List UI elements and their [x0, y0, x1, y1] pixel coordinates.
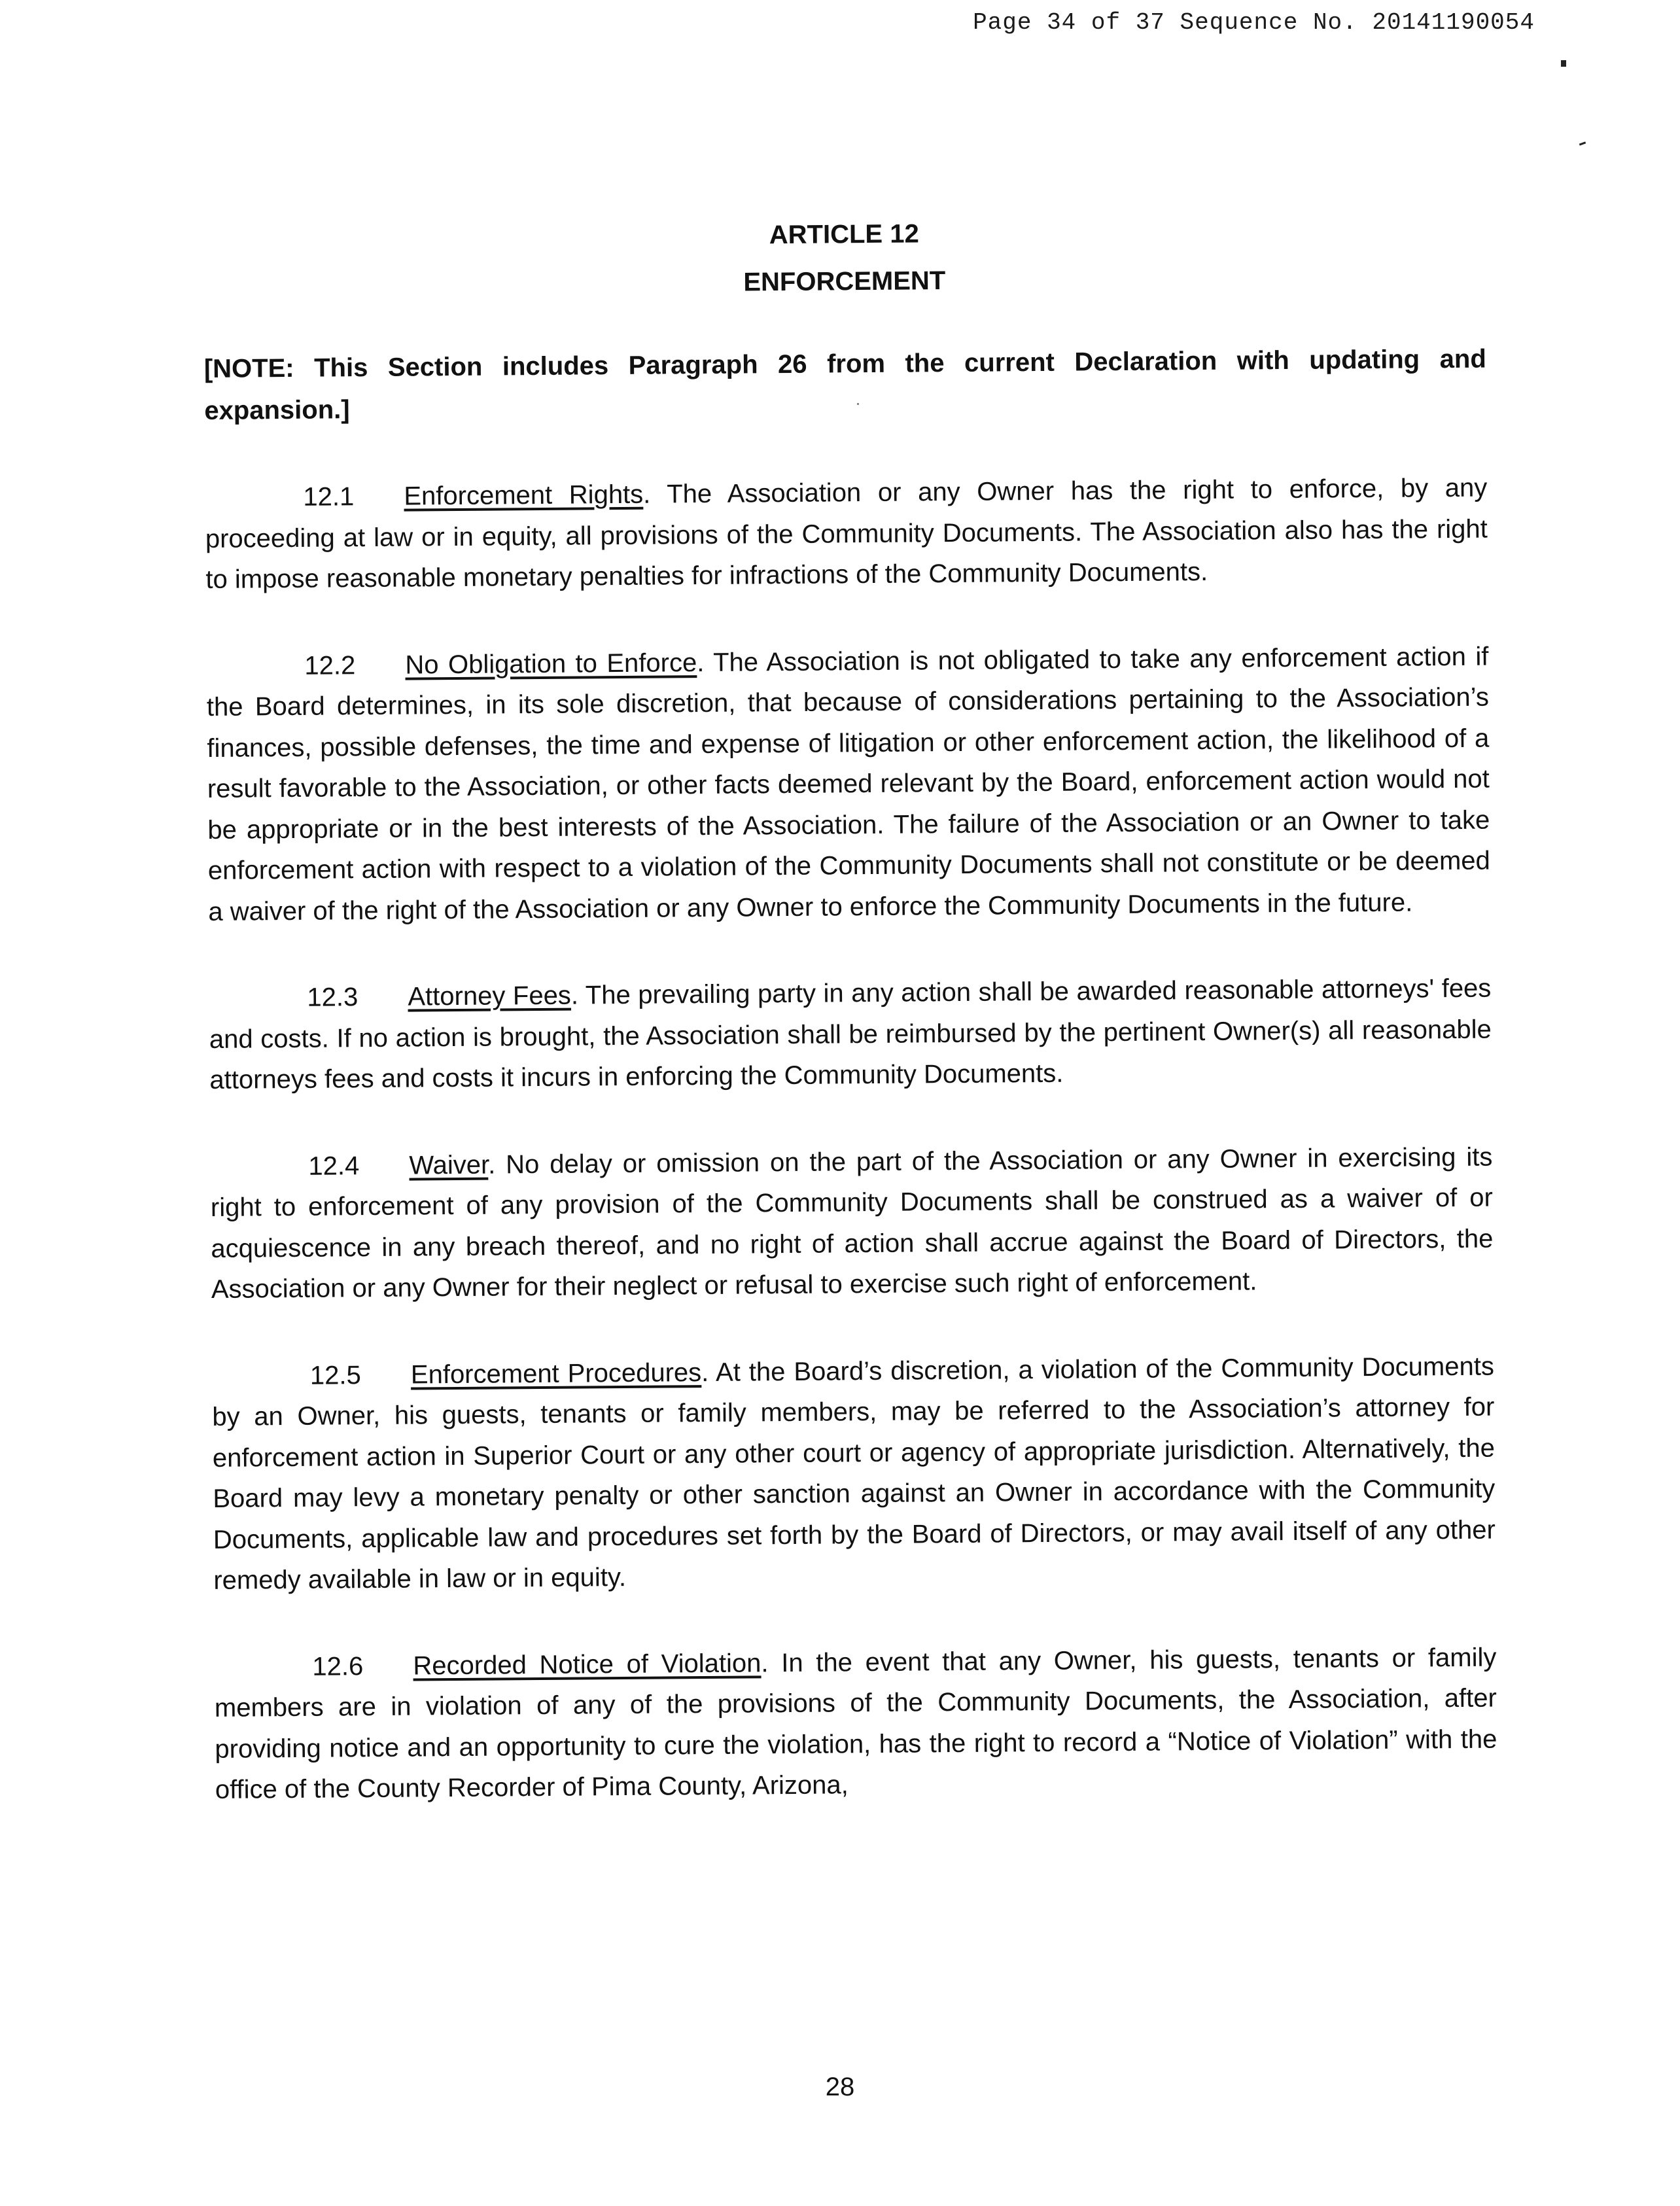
- section-number: 12.1: [303, 482, 355, 512]
- section-number: 12.3: [307, 983, 359, 1012]
- article-title: ARTICLE 12: [769, 219, 919, 250]
- section-12-4: [210, 1136, 1494, 1310]
- section-number: 12.6: [312, 1651, 364, 1681]
- page-body: [203, 206, 1498, 1857]
- section-12-3: [209, 968, 1492, 1101]
- editor-note: [NOTE: This Section includes Paragraph 26 from the current Declaration with updating and expansion.]: [203, 344, 1486, 425]
- section-number: 12.5: [309, 1360, 361, 1390]
- section-body: . No delay or omission on the part of the Association or any Owner in exercising its right to enforcement of any provision of the Community Documents shall be construed as a waiver of or acquiescence in any breach thereof, and no right of action shall accrue against the Board of Directors, the Association or any Owner for their neglect or refusal to exercise such right of enforcement.: [210, 1142, 1494, 1304]
- section-body: . The Association is not obligated to take any enforcement action if the Board determines, in its sole discretion, that because of considerations pertaining to the Association’s finances, possible defenses, the time and expense of litigation or other enforcement action, the likelihood of a result favorable to the Association, or other facts deemed relevant by the Board, enforcement action would not be appropriate or in the best interests of the Association. The failure of the Association or an Owner to take enforcement action with respect to a violation of the Community Documents shall not constitute or be deemed a waiver of the right of the Association or any Owner to enforce the Community Documents in the future.: [206, 642, 1490, 926]
- section-heading: Waiver: [409, 1150, 489, 1180]
- section-heading: Enforcement Procedures: [410, 1357, 702, 1390]
- section-heading: Enforcement Rights: [404, 480, 644, 511]
- section-heading: No Obligation to Enforce: [405, 648, 697, 680]
- section-12-1: [205, 468, 1488, 601]
- section-body: . At the Board’s discretion, a violation of the Community Documents by an Owner, his guests, tenants or family members, may be referred to the Association’s attorney for enforcement action in Superior Court or any other court or agency of appropriate jurisdiction. Alternatively, the Board may levy a monetary penalty or other sanction against an Owner in accordance with the Community Documents, applicable law and procedures set forth by the Board of Directors, or may avail itself of any other remedy available in law or in equity.: [212, 1352, 1496, 1595]
- section-heading: Recorded Notice of Violation: [413, 1648, 761, 1681]
- section-number: 12.4: [308, 1151, 360, 1181]
- section-body: . The prevailing party in any action shall be awarded reasonable attorneys' fees and costs. If no action is brought, the Association shall be reimbursed by the pertinent Owner(s) all reasonable attorneys fees and costs it incurs in enforcing the Community Documents.: [209, 973, 1492, 1094]
- section-body: . The Association or any Owner has the right to enforce, by any proceeding at law or in equity, all provisions of the Community Documents. The Association also has the right to impose reasonable monetary penalties for infractions of the Community Documents.: [205, 473, 1488, 594]
- article-subtitle: ENFORCEMENT: [743, 266, 946, 297]
- section-heading: Attorney Fees: [408, 981, 572, 1011]
- scan-artifact: [1561, 60, 1566, 67]
- section-12-6: [214, 1637, 1497, 1810]
- section-12-2: [206, 636, 1490, 932]
- scan-artifact: [1579, 141, 1586, 145]
- page-number: 28: [825, 2073, 855, 2101]
- section-body: . In the event that any Owner, his guests, tenants or family members are in violation of any of the provisions of the Community Documents, the Association, after providing notice and an opportunity to cure the violation, has the right to record a “Notice of Violation” with the office of the County Recorder of Pima County, Arizona,: [214, 1643, 1497, 1804]
- section-12-5: [212, 1346, 1496, 1601]
- section-number: 12.2: [304, 650, 356, 680]
- recording-stamp: Page 34 of 37 Sequence No. 20141190054: [973, 9, 1535, 36]
